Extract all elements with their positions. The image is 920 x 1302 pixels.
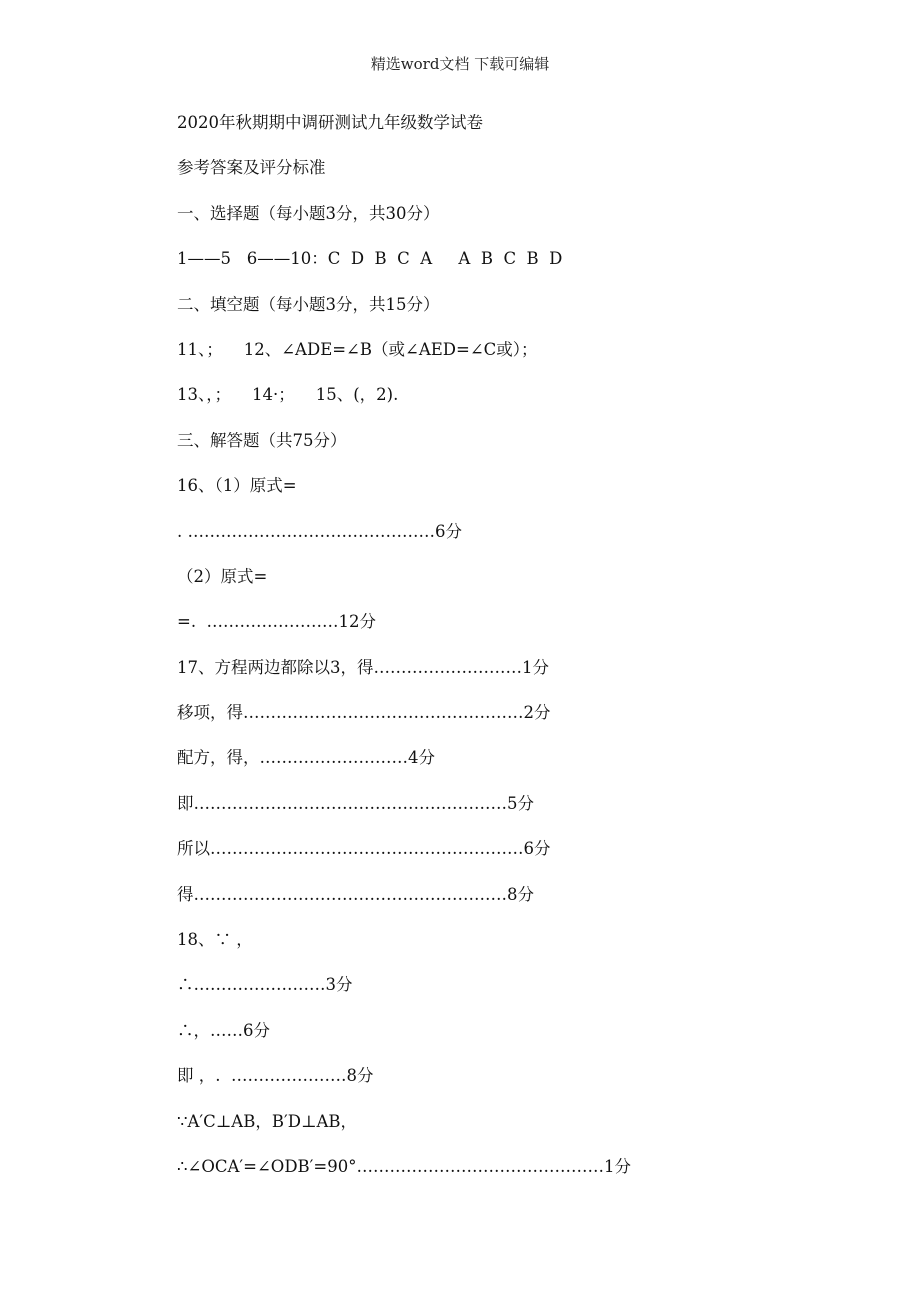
- solution-line: ∴……………………3分: [177, 975, 353, 995]
- section-heading-fill: 二、填空题（每小题3分，共15分）: [177, 294, 440, 314]
- solution-line: 即…………………………………………………5分: [177, 793, 534, 813]
- choice-answers: 1——5 6——10：C D B C A A B C B D: [177, 249, 563, 269]
- solution-line: 配方，得，………………………4分: [177, 748, 435, 768]
- solution-line: 移项，得……………………………………………2分: [177, 703, 551, 723]
- solution-line: ∵A′C⊥AB，B′D⊥AB，: [177, 1111, 358, 1131]
- solution-line: ∴，……6分: [177, 1020, 270, 1040]
- solution-line: 16、（1）原式=: [177, 476, 297, 496]
- fill-answers-11-12: 11、； 12、∠ADE=∠B（或∠AED=∠C或）；: [177, 339, 538, 359]
- solution-line: ∴∠OCA′=∠ODB′=90°………………………………………1分: [177, 1156, 631, 1176]
- solution-line: =. ……………………12分: [177, 612, 377, 632]
- solution-line: （2）原式=: [177, 566, 268, 586]
- solution-line: 17、方程两边都除以3，得………………………1分: [177, 657, 549, 677]
- answer-key-title: 参考答案及评分标准: [177, 158, 326, 178]
- fill-answers-13-15: 13、，； 14·； 15、(，2).: [177, 385, 399, 405]
- section-heading-choice: 一、选择题（每小题3分，共30分）: [177, 203, 440, 223]
- document-body: [177, 109, 877, 1198]
- solution-line: 所以…………………………………………………6分: [177, 839, 551, 859]
- solution-line: 即 ，. …………………8分: [177, 1066, 374, 1086]
- solution-line: . ………………………………………6分: [177, 521, 462, 541]
- solution-line: 得…………………………………………………8分: [177, 884, 534, 904]
- exam-title: 2020年秋期期中调研测试九年级数学试卷: [177, 113, 483, 132]
- page-header: 精选word文档 下载可编辑: [370, 55, 550, 73]
- section-heading-solution: 三、解答题（共75分）: [177, 430, 347, 450]
- solution-line: 18、∵ ，: [177, 930, 253, 950]
